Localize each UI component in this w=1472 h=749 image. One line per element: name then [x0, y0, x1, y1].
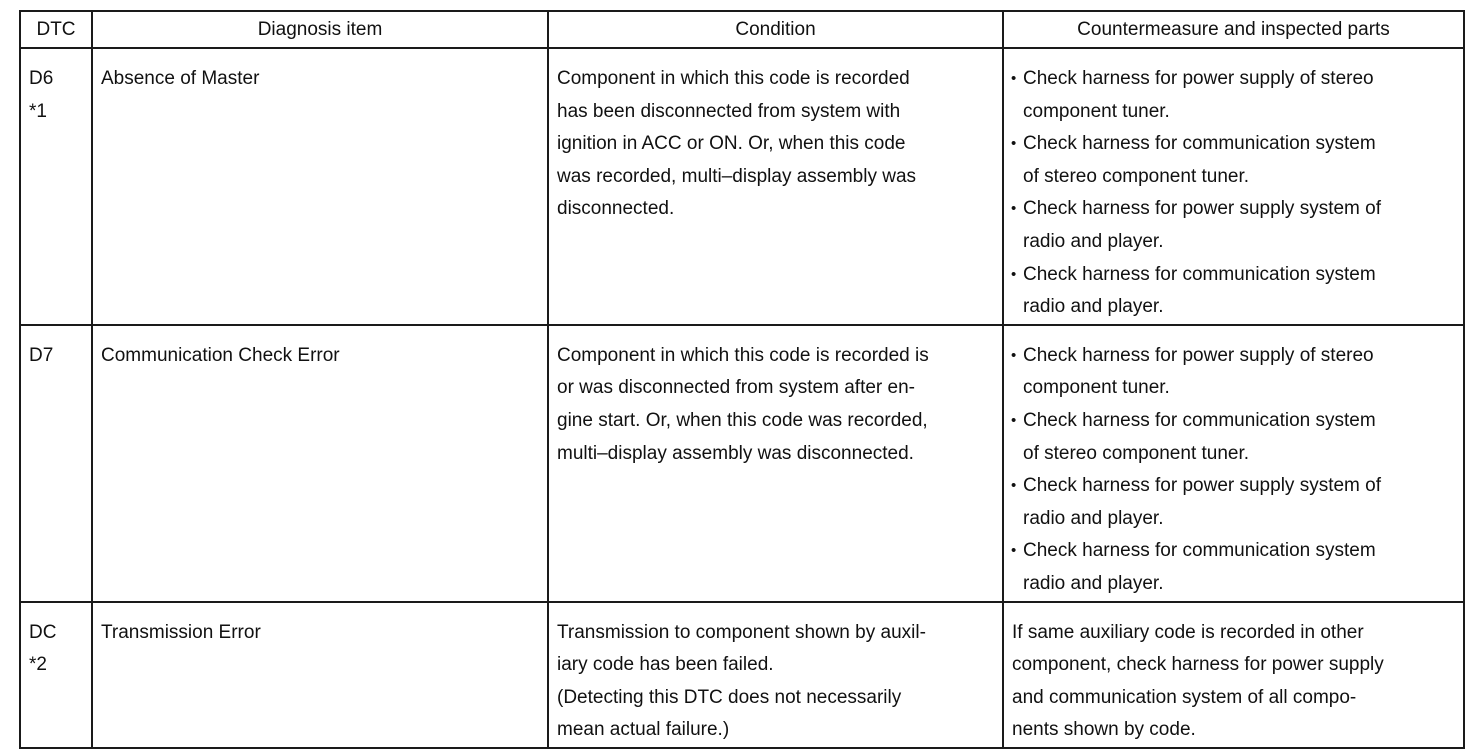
diagnosis-item-cell: Transmission Error — [92, 602, 548, 748]
condition-line: disconnected. — [557, 198, 675, 220]
header-dtc: DTC — [20, 11, 92, 48]
condition-line: Transmission to component shown by auxil- — [557, 621, 926, 643]
dtc-footnote: *2 — [29, 654, 47, 676]
table-row — [20, 48, 1464, 325]
countermeasure-line: of stereo component tuner. — [1023, 165, 1250, 187]
diagnosis-item-cell: Communication Check Error — [92, 325, 548, 602]
countermeasure-line: Check harness for communication system — [1023, 133, 1376, 155]
countermeasure-line: Check harness for communication system — [1023, 263, 1376, 285]
countermeasure-item — [1012, 193, 1455, 258]
header-condition: Condition — [548, 11, 1003, 48]
bullet-icon: • — [1011, 346, 1017, 364]
countermeasure-line: If same auxiliary code is recorded in other — [1012, 621, 1364, 643]
countermeasure-line: and communication system of all compo- — [1012, 686, 1357, 708]
countermeasure-line: Check harness for power supply system of — [1023, 198, 1381, 220]
countermeasure-cell — [1003, 602, 1464, 748]
bullet-icon: • — [1011, 265, 1017, 283]
condition-line: has been disconnected from system with — [557, 100, 901, 122]
dtc-cell — [20, 48, 92, 325]
bullet-icon: • — [1011, 411, 1017, 429]
countermeasure-line: of stereo component tuner. — [1023, 442, 1250, 464]
countermeasure-item — [1012, 340, 1455, 405]
header-row — [20, 11, 1464, 48]
dtc-cell — [20, 325, 92, 602]
bullet-icon: • — [1011, 200, 1017, 218]
countermeasure-line: Check harness for communication system — [1023, 409, 1376, 431]
condition-cell — [548, 48, 1003, 325]
condition-line: (Detecting this DTC does not necessarily — [557, 686, 902, 708]
dtc-cell — [20, 602, 92, 748]
condition-line: gine start. Or, when this code was recorded, — [557, 409, 928, 431]
condition-line: multi–display assembly was disconnected. — [557, 442, 914, 464]
condition-line: mean actual failure.) — [557, 719, 730, 741]
countermeasure-item — [1012, 259, 1455, 324]
condition-cell — [548, 602, 1003, 748]
countermeasure-item — [1012, 405, 1455, 470]
countermeasure-line: Check harness for power supply of stereo — [1023, 344, 1374, 366]
countermeasure-line: Check harness for communication system — [1023, 540, 1376, 562]
condition-line: ignition in ACC or ON. Or, when this code — [557, 133, 906, 155]
countermeasure-cell — [1003, 325, 1464, 602]
countermeasure-cell — [1003, 48, 1464, 325]
diagnosis-item-cell: Absence of Master — [92, 48, 548, 325]
condition-line: iary code has been failed. — [557, 654, 774, 676]
countermeasure-line: component tuner. — [1023, 100, 1170, 122]
bullet-icon: • — [1011, 477, 1017, 495]
bullet-icon: • — [1011, 542, 1017, 560]
countermeasure-line: radio and player. — [1023, 572, 1164, 594]
table-row — [20, 602, 1464, 748]
countermeasure-line: Check harness for power supply of stereo — [1023, 68, 1374, 89]
condition-line: Component in which this code is recorded — [557, 68, 910, 89]
countermeasure-line: radio and player. — [1023, 230, 1164, 252]
header-countermeasure: Countermeasure and inspected parts — [1003, 11, 1464, 48]
condition-line: or was disconnected from system after en- — [557, 377, 915, 399]
countermeasure-item — [1012, 470, 1455, 535]
condition-cell — [548, 325, 1003, 602]
countermeasure-item — [1012, 128, 1455, 193]
countermeasure-line: radio and player. — [1023, 507, 1164, 529]
dtc-footnote: *1 — [29, 100, 47, 122]
countermeasure-line: component, check harness for power supply — [1012, 654, 1384, 676]
countermeasure-line: Check harness for power supply system of — [1023, 475, 1381, 497]
countermeasure-item — [1012, 535, 1455, 600]
table-row — [20, 325, 1464, 602]
header-diagnosis-item: Diagnosis item — [92, 11, 548, 48]
dtc-code: D7 — [29, 344, 54, 366]
bullet-icon: • — [1011, 70, 1017, 87]
condition-line: Component in which this code is recorded is — [557, 344, 929, 366]
countermeasure-line: radio and player. — [1023, 296, 1164, 318]
dtc-code: DC — [29, 621, 57, 643]
dtc-table — [19, 10, 1465, 749]
dtc-code: D6 — [29, 68, 54, 89]
countermeasure-line: component tuner. — [1023, 377, 1170, 399]
countermeasure-item — [1012, 63, 1455, 128]
condition-line: was recorded, multi–display assembly was — [557, 165, 917, 187]
bullet-icon: • — [1011, 135, 1017, 153]
countermeasure-line: nents shown by code. — [1012, 719, 1196, 741]
